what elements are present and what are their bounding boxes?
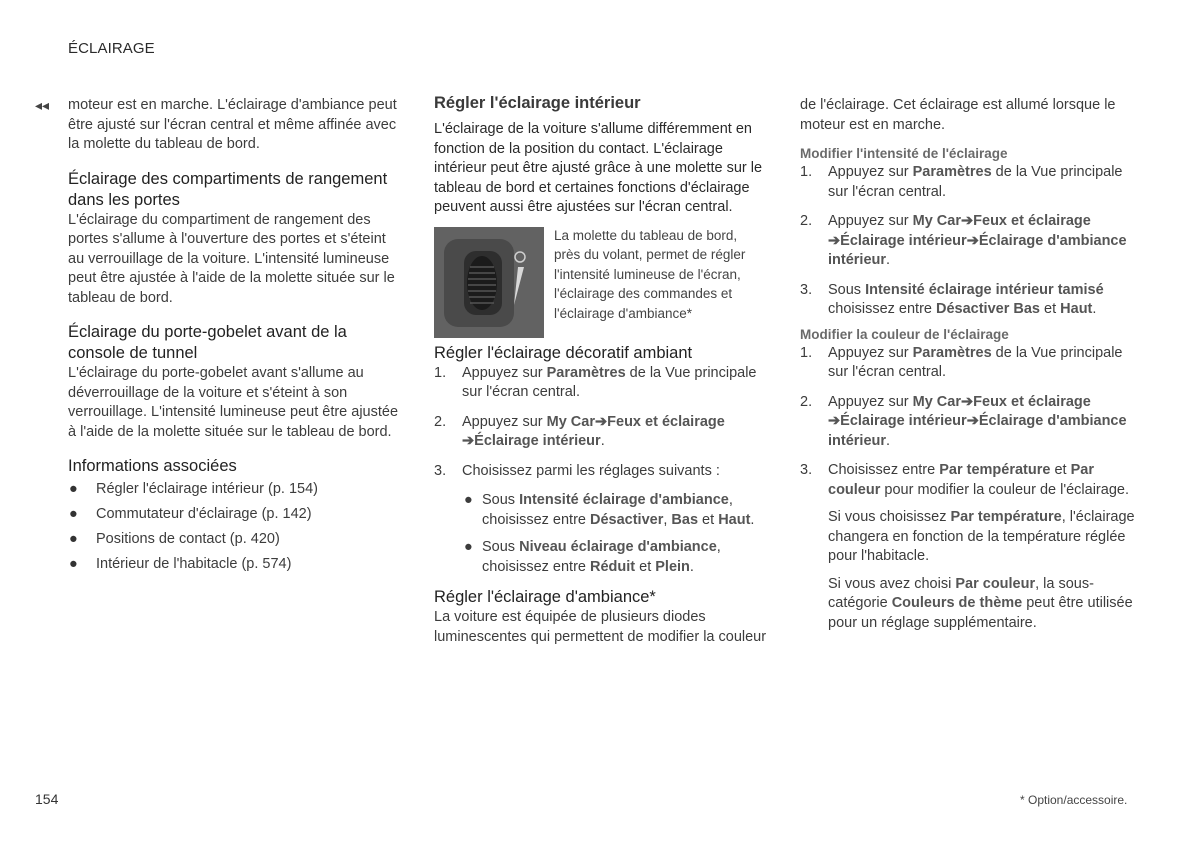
temperature-note: Si vous choisissez Par température, l'éclairage changera en fonction de la température réglée pour l'habitacle. xyxy=(828,509,1135,564)
interior-lighting-button[interactable]: Éclairage intérieur xyxy=(474,433,601,449)
column-middle xyxy=(434,93,768,647)
column-left xyxy=(35,96,400,580)
footnote: * Option/accessoire. xyxy=(1020,793,1128,807)
settings-options xyxy=(462,491,768,577)
related-link[interactable]: ● Régler l'éclairage intérieur (p. 154) xyxy=(68,480,400,500)
bullet-icon: ● xyxy=(69,556,78,572)
arrow-right-icon: ➔ xyxy=(595,413,608,430)
cup-holder-heading: Éclairage du porte-gobelet avant de la console de tunnel xyxy=(68,323,347,362)
bullet-icon: ● xyxy=(69,481,78,497)
step-item: 3. Choisissez parmi les réglages suivants : ● Sous Intensité éclairage d'ambiance, choisissez entre Désactiver, Bas et Haut. ● Sous Niveau éclairage d'ambiance, choisissez entre Réduit et Plein. xyxy=(434,462,768,578)
ambient-interior-button[interactable]: Éclairage d'ambiance intérieur xyxy=(828,413,1127,449)
related-link[interactable]: ● Commutateur d'éclairage (p. 142) xyxy=(68,505,400,525)
arrow-right-icon: ➔ xyxy=(966,232,979,249)
settings-button[interactable]: Paramètres xyxy=(546,364,626,381)
page-number: 154 xyxy=(35,791,59,807)
door-storage-heading: Éclairage des compartiments de rangement dans les portes xyxy=(68,169,388,209)
step-item: 2. Appuyez sur My Car➔Feux et éclairage ➔Éclairage intérieur➔Éclairage d'ambiance intérieur. xyxy=(800,213,1127,268)
step-item: 2. Appuyez sur My Car➔Feux et éclairage ➔Éclairage intérieur➔Éclairage d'ambiance intérieur. xyxy=(800,393,1127,449)
bullet-icon: ● xyxy=(69,506,78,522)
arrow-right-icon: ➔ xyxy=(828,232,841,249)
related-info-heading: Informations associées xyxy=(68,457,237,475)
arrow-right-icon: ➔ xyxy=(961,393,974,410)
bullet-icon: ● xyxy=(464,492,473,508)
lights-button[interactable]: Feux et éclairage xyxy=(973,393,1091,410)
related-link[interactable]: ● Intérieur de l'habitacle (p. 574) xyxy=(68,555,400,575)
lights-button[interactable]: Feux et éclairage xyxy=(607,413,725,430)
related-link[interactable]: ● Positions de contact (p. 420) xyxy=(68,530,400,550)
step-item: 1. Appuyez sur Paramètres de la Vue principale sur l'écran central. xyxy=(800,344,1123,380)
intro-paragraph: L'éclairage de la voiture s'allume différemment en fonction de la position du contact. L'éclairage intérieur peut être ajusté grâce à une molette sur le tableau de bord et certaines fonctions d'éclairage peuvent aussi être ajustées sur l'écran central. xyxy=(434,121,763,215)
section-header: ÉCLAIRAGE xyxy=(68,40,155,57)
step-item: 1. Appuyez sur Paramètres de la Vue principale sur l'écran central. xyxy=(434,364,757,400)
dashboard-thumbwheel-image xyxy=(434,227,544,338)
option-item: ● Sous Intensité éclairage d'ambiance, choisissez entre Désactiver, Bas et Haut. xyxy=(464,492,755,528)
step-item: 2. Appuyez sur My Car➔Feux et éclairage ➔Éclairage intérieur. xyxy=(434,413,725,449)
settings-button[interactable]: Paramètres xyxy=(912,344,992,361)
continued-paragraph: de l'éclairage. Cet éclairage est allumé lorsque le moteur est en marche. xyxy=(800,97,1116,133)
ambient-interior-button[interactable]: Éclairage d'ambiance intérieur xyxy=(828,232,1127,268)
ambient-lighting-heading: Régler l'éclairage d'ambiance* xyxy=(434,588,656,606)
step-item: 1. Appuyez sur Paramètres de la Vue principale sur l'écran central. xyxy=(800,164,1123,200)
settings-button[interactable]: Paramètres xyxy=(912,164,992,180)
related-links-list xyxy=(68,480,400,575)
bullet-icon: ● xyxy=(464,539,473,555)
step-item: 3. Choisissez entre Par température et Par couleur pour modifier la couleur de l'éclairage. Si vous choisissez Par température, l'éclairage changera en fonction de la température réglée pour l'habitacle. Si vous avez choisi Par couleur, la sous-catégorie Couleurs de thème peut être utilisée pour un réglage supplémentaire. xyxy=(800,461,1136,633)
door-storage-text: L'éclairage du compartiment de rangement des portes s'allume à l'ouverture des portes et s'éteint au verrouillage de la voiture. L'intensité lumineuse peut être ajustée à l'aide de la molette située sur le tableau de bord. xyxy=(68,211,395,306)
color-subheading: Modifier la couleur de l'éclairage xyxy=(800,326,1009,342)
option-item: ● Sous Niveau éclairage d'ambiance, choisissez entre Réduit et Plein. xyxy=(464,539,721,575)
my-car-button[interactable]: My Car xyxy=(546,413,595,430)
arrow-right-icon: ➔ xyxy=(966,413,979,429)
figure xyxy=(434,226,768,343)
section-heading: Régler l'éclairage intérieur xyxy=(434,94,641,112)
cup-holder-text: L'éclairage du porte-gobelet avant s'allume au déverrouillage de la voiture et s'éteint à son verrouillage. L'intensité lumineuse peut être ajustée à l'aide de la molette située sur le tableau de bord. xyxy=(68,365,399,440)
decorative-lighting-heading: Régler l'éclairage décoratif ambiant xyxy=(434,343,693,362)
arrow-right-icon: ➔ xyxy=(828,413,841,429)
intensity-steps xyxy=(800,163,1136,320)
decorative-steps xyxy=(434,364,768,578)
my-car-button[interactable]: My Car xyxy=(912,213,961,229)
continued-icon: ◂◂ xyxy=(35,97,50,113)
color-note: Si vous avez choisi Par couleur, la sous-catégorie Couleurs de thème peut être utilisée pour un réglage supplémentaire. xyxy=(828,575,1133,631)
color-steps xyxy=(800,344,1136,634)
step-item: 3. Sous Intensité éclairage intérieur tamisé choisissez entre Désactiver Bas et Haut. xyxy=(800,281,1104,317)
interior-lighting-button[interactable]: Éclairage intérieur xyxy=(840,232,967,249)
column-right xyxy=(800,96,1136,633)
intro-paragraph: moteur est en marche. L'éclairage d'ambiance peut être ajusté sur l'écran central et même affinée avec la molette du tableau de bord. xyxy=(68,97,397,152)
bullet-icon: ● xyxy=(69,531,78,547)
intensity-subheading: Modifier l'intensité de l'éclairage xyxy=(800,146,1008,161)
arrow-right-icon: ➔ xyxy=(462,433,475,449)
ambient-lighting-text: La voiture est équipée de plusieurs diodes luminescentes qui permettent de modifier la couleur xyxy=(434,609,767,645)
arrow-right-icon: ➔ xyxy=(961,213,974,229)
my-car-button[interactable]: My Car xyxy=(912,393,961,410)
lights-button[interactable]: Feux et éclairage xyxy=(973,213,1091,229)
figure-caption: La molette du tableau de bord, près du volant, permet de régler l'intensité lumineuse de l'écran, l'éclairage des commandes et l'éclairage d'ambiance* xyxy=(554,227,746,321)
interior-lighting-button[interactable]: Éclairage intérieur xyxy=(840,413,967,429)
